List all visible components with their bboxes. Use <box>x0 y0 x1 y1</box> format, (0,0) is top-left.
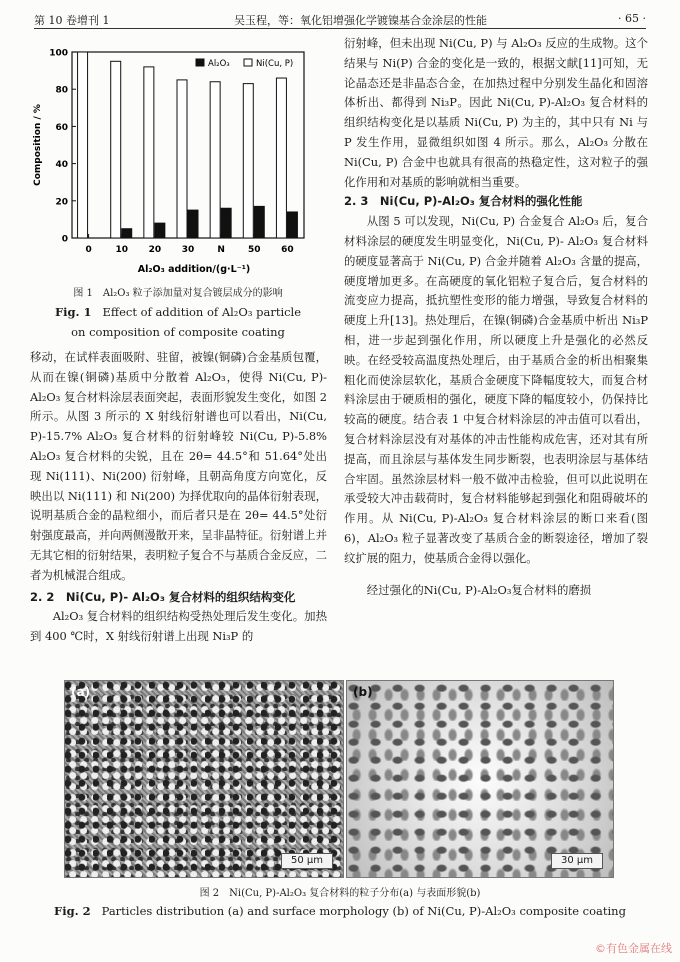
left-paragraph-2: Al₂O₃ 复合材料的组织结构受热处理后发生变化。加热到 400 ℃时，X 射线衍射谱上出现 Ni₃P 的 <box>30 609 327 644</box>
x-tick-label: 10 <box>115 245 128 255</box>
legend-label-nicup: Ni(Cu, P) <box>256 59 294 69</box>
bar-nicup-60 <box>276 78 286 238</box>
fig1-caption-line2: on composition of composite coating <box>71 325 285 339</box>
right-column <box>344 34 648 600</box>
y-tick-label: 40 <box>55 160 68 171</box>
bar-nicup-50 <box>243 84 253 238</box>
bar-al2o3-20 <box>155 223 165 238</box>
x-tick-label: 20 <box>148 245 162 255</box>
fig2-label-b: (b) <box>353 685 373 699</box>
right-paragraph-1: 衍射峰，但未出现 Ni(Cu, P) 与 Al₂O₃ 反应的生成物。这个结果与 Ni(P) 合金的变化是一致的，根据文献[11]可知，无论晶态还是非晶态合金，在加热过程中分别发生晶化和固溶体析出、都得到 Ni₃P。因此 Ni(Cu, P)-Al₂O₃ 复合材料的组织结构变化是以基质 Ni(Cu, P) 为主的，其中只有 Ni 与 P 发生作用，显微组织如图 4 所示。那么，Al₂O₃ 分散在 Ni(Cu, P) 合金中也就具有很高的热稳定性，这对粒子的强化作用和对基质的影响就相当重要。 <box>344 36 648 189</box>
journal-volume: 第 10 卷增刊 1 <box>34 14 110 27</box>
left-column <box>30 348 327 647</box>
bar-al2o3-50 <box>254 206 264 238</box>
fig2-caption-cn: 图 2 Ni(Cu, P)-Al₂O₃ 复合材料的粒子分布(a) 与表面形貌(b) <box>199 888 481 899</box>
right-paragraph-2: 从图 5 可以发现，Ni(Cu, P) 合金复合 Al₂O₃ 后，复合材料涂层的硬度发生明显变化，Ni(Cu, P)- Al₂O₃ 复合材料的硬度显著高于 Ni(Cu, P) 合金并随着 Al₂O₃ 含量的提高，硬度增加更多。在高硬度的氧化铝粒子复合后，复合材料的流变应力提高，抵抗塑性变形的能力增强，导致复合材料的硬度上升[13]。热处理后，在镍(铜磷)合金基质中析出 Ni₃P 相，进一步起到强化作用，所以硬度上升是强化的必然反映。在经受较高温度热处理后，由于基质合金的析出相聚集粗化而使涂层软化，基质合金硬度下降幅度较大，而复合材料涂层由于硬质相的强化，硬度下降的幅度较小，仍保持比较高的硬度。结合表 1 中复合材料涂层的冲击值可以看出，复合材料涂层没有对基体的冲击性能构成危害，还对其有所提高，而且涂层与基体发生同步断裂，也表明涂层与基体结合牢固。虽然涂层材料一般不做冲击检验，但可以此说明在承受较大冲击载荷时，复合材料能够起到强化和阻碍破坏的作用。从 Ni(Cu, P)-Al₂O₃ 复合材料涂层的断口来看(图 6)，Al₂O₃ 粒子显著改变了基质合金的断裂途径，增加了裂纹扩展的阻力，使基质合金得以强化。 <box>344 214 648 565</box>
legend-swatch-nicup <box>244 59 252 66</box>
bar-nicup-0 <box>78 52 88 238</box>
x-tick-label: 60 <box>281 245 294 255</box>
fig1-caption-cn: 图 1 Al₂O₃ 粒子添加量对复合镀层成分的影响 <box>73 288 283 299</box>
watermark-text: ©有色金属在线 <box>595 942 672 955</box>
x-tick-label: 50 <box>248 245 261 255</box>
fig2-caption-text: Particles distribution (a) and surface morphology (b) of Ni(Cu, P)-Al₂O₃ composite coating <box>101 904 626 918</box>
y-axis-label: Composition / % <box>33 104 43 186</box>
left-paragraph-1: 移动，在试样表面吸附、驻留，被镍(铜磷)合金基质包覆，从而在镍(铜磷)基质中分散着 Al₂O₃，使得 Ni(Cu, P)-Al₂O₃ 复合材料涂层表面突起，表面形貌发生变化，如图 2 所示。从图 3 所示的 X 射线衍射谱也可以看出，Ni(Cu, P)-15.7% Al₂O₃ 复合材料的衍射峰较 Ni(Cu, P)-5.8% Al₂O₃ 复合材料的尖锐，且在 2θ= 44.5°和 51.64°处出现 Ni(111)、Ni(200) 衍射峰，且朝高角度方向宽化，反映出以 Ni(111) 和 Ni(200) 为择优取向的晶体衍射表现，说明基质合金的晶粒细小，而后者只是在 2θ= 44.5°处衍射强度最高，并向两侧漫散开来，呈非晶特征。衍射谱上并无其它相的衍射结果，表明粒子复合不与基质合金反应，二者为机械混合组成。 <box>30 350 327 582</box>
y-tick-label: 60 <box>55 122 68 133</box>
x-axis-label: Al₂O₃ addition/(g·L⁻¹) <box>137 264 251 274</box>
fig1-caption-line1: Effect of addition of Al₂O₃ particle <box>102 305 302 319</box>
x-tick-label: 0 <box>85 245 92 255</box>
y-tick-label: 80 <box>55 85 68 96</box>
y-tick-label: 0 <box>61 234 68 245</box>
fig1-bar-chart <box>28 44 318 274</box>
fig1-label: Fig. 1 <box>54 305 92 319</box>
fig1-caption-en <box>28 302 328 342</box>
bar-nicup-40 <box>210 82 220 238</box>
section-2-2-heading: 2. 2 Ni(Cu, P)- Al₂O₃ 复合材料的组织结构变化 <box>30 589 296 604</box>
micrograph-b <box>346 680 614 878</box>
legend-swatch-al2o3 <box>196 59 204 66</box>
article-running-title: 吴玉程，等：氧化铝增强化学镀镍基合金涂层的性能 <box>234 14 487 27</box>
right-paragraph-3: 经过强化的Ni(Cu, P)-Al₂O₃复合材料的磨损 <box>366 582 592 597</box>
x-tick-label: 30 <box>181 245 195 255</box>
running-header <box>34 10 646 29</box>
micrograph-a <box>64 680 344 878</box>
bar-al2o3-30 <box>188 210 198 238</box>
bar-al2o3-40 <box>221 208 231 238</box>
fig2-label-a: (a) <box>71 685 91 699</box>
y-tick-label: 20 <box>55 197 68 208</box>
fig2-caption-en <box>30 904 650 918</box>
scale-bar-a: 50 μm <box>281 853 333 869</box>
y-tick-label: 100 <box>49 48 68 59</box>
bar-nicup-30 <box>177 80 187 238</box>
scale-bar-b: 30 μm <box>551 853 603 869</box>
section-2-3-heading: 2. 3 Ni(Cu, P)-Al₂O₃ 复合材料的强化性能 <box>344 194 583 209</box>
bar-al2o3-60 <box>287 212 297 238</box>
fig2-label: Fig. 2 <box>54 904 91 918</box>
x-tick-label: N <box>217 245 225 255</box>
page-number: · 65 · <box>618 12 646 25</box>
bar-nicup-10 <box>111 61 121 238</box>
bar-al2o3-10 <box>122 229 132 238</box>
legend-label-al2o3: Al₂O₃ <box>208 59 230 69</box>
bar-nicup-20 <box>144 67 154 238</box>
